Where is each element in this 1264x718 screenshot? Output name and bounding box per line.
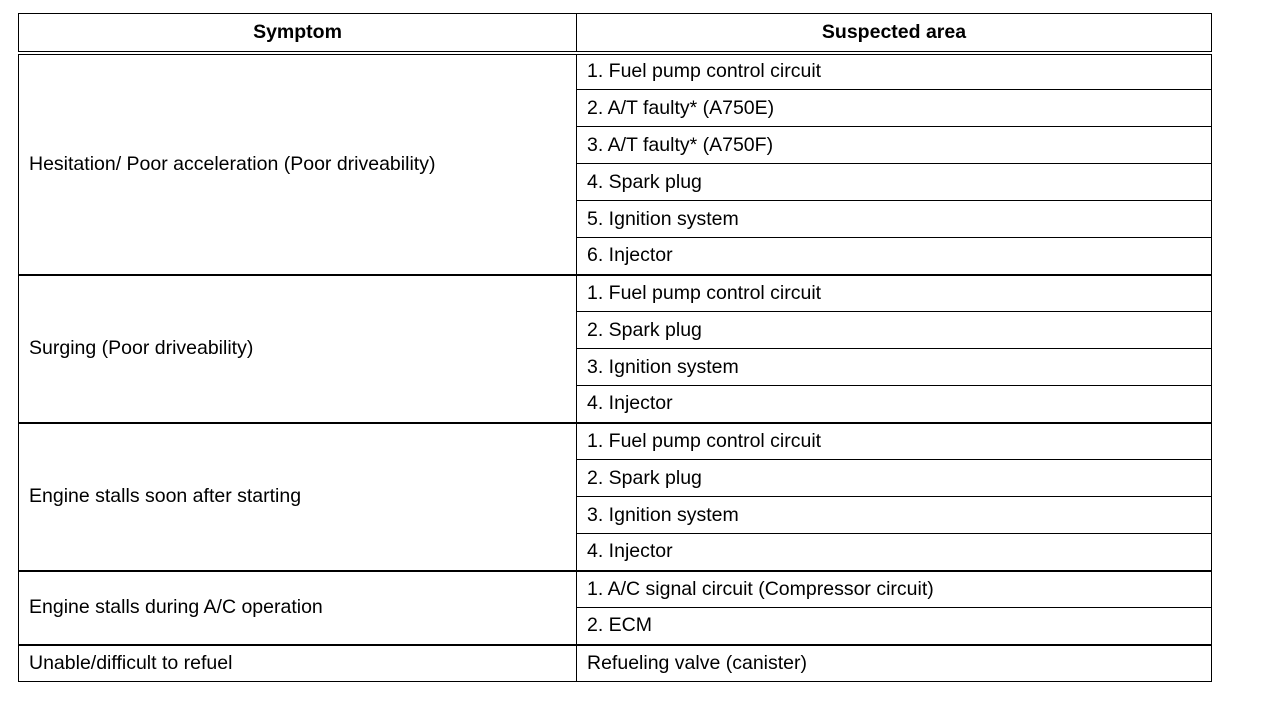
symptom-cell: Unable/difficult to refuel <box>19 645 577 682</box>
table-row <box>19 645 1212 682</box>
suspected-area-cell: 4. Spark plug <box>577 164 1212 201</box>
symptom-cell: Hesitation/ Poor acceleration (Poor driveability) <box>19 53 577 275</box>
symptom-group-refuel <box>19 645 1212 682</box>
table-row <box>19 275 1212 312</box>
suspected-area-cell: 1. Fuel pump control circuit <box>577 53 1212 90</box>
suspected-area-header: Suspected area <box>577 14 1212 53</box>
table-row <box>19 53 1212 90</box>
symptom-cell: Engine stalls during A/C operation <box>19 571 577 645</box>
symptom-table <box>18 13 1212 682</box>
table-row <box>19 423 1212 460</box>
header-row <box>19 14 1212 53</box>
suspected-area-cell: 1. Fuel pump control circuit <box>577 423 1212 460</box>
suspected-area-cell: 6. Injector <box>577 238 1212 275</box>
suspected-area-cell: 5. Ignition system <box>577 201 1212 238</box>
symptom-group-hesitation <box>19 53 1212 275</box>
suspected-area-cell: Refueling valve (canister) <box>577 645 1212 682</box>
suspected-area-cell: 1. Fuel pump control circuit <box>577 275 1212 312</box>
symptom-group-surging <box>19 275 1212 423</box>
suspected-area-cell: 4. Injector <box>577 386 1212 423</box>
table-row <box>19 571 1212 608</box>
suspected-area-cell: 3. Ignition system <box>577 497 1212 534</box>
symptom-group-stalls-after-starting <box>19 423 1212 571</box>
symptom-cell: Engine stalls soon after starting <box>19 423 577 571</box>
suspected-area-cell: 2. ECM <box>577 608 1212 645</box>
suspected-area-cell: 3. A/T faulty* (A750F) <box>577 127 1212 164</box>
suspected-area-cell: 2. Spark plug <box>577 312 1212 349</box>
suspected-area-cell: 3. Ignition system <box>577 349 1212 386</box>
suspected-area-cell: 2. Spark plug <box>577 460 1212 497</box>
suspected-area-cell: 4. Injector <box>577 534 1212 571</box>
suspected-area-cell: 2. A/T faulty* (A750E) <box>577 90 1212 127</box>
symptom-group-stalls-ac <box>19 571 1212 645</box>
symptom-header: Symptom <box>19 14 577 53</box>
suspected-area-cell: 1. A/C signal circuit (Compressor circuit) <box>577 571 1212 608</box>
symptom-cell: Surging (Poor driveability) <box>19 275 577 423</box>
